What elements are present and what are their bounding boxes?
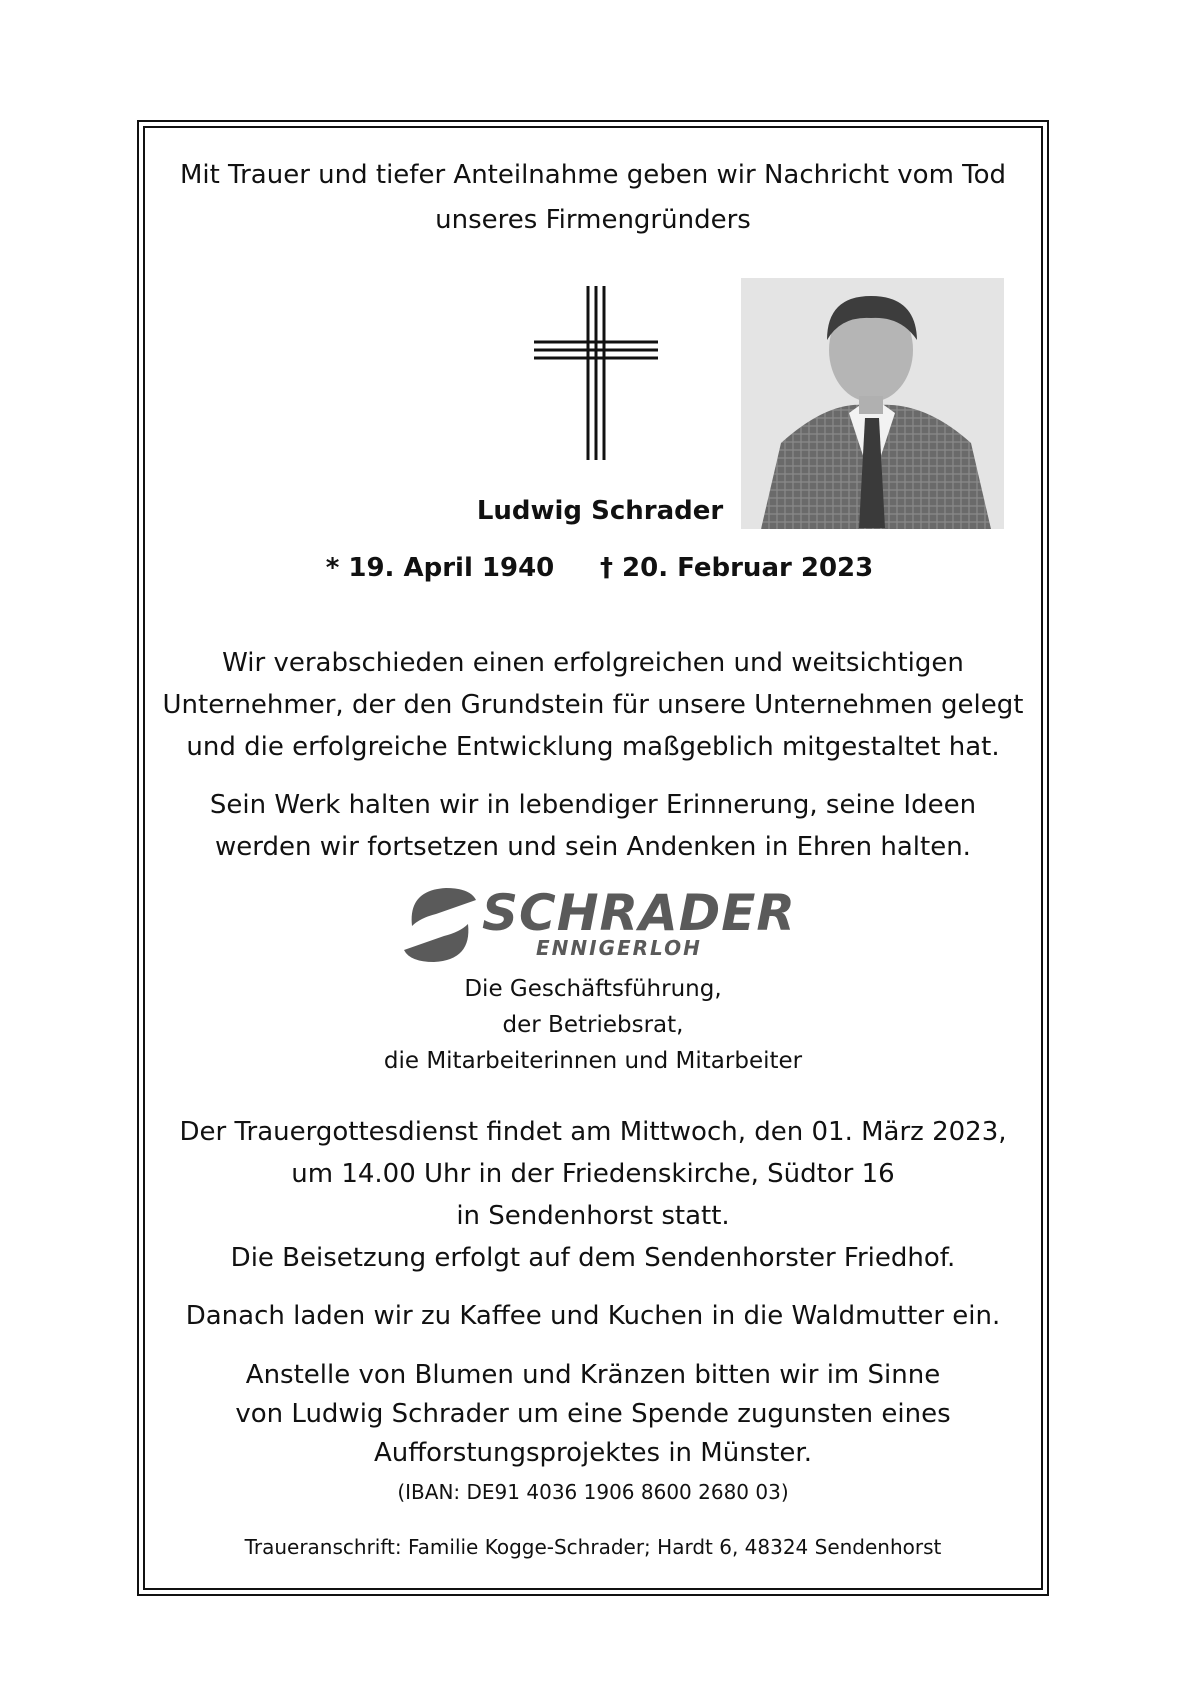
reception-note: Danach laden wir zu Kaffee und Kuchen in die Waldmutter ein. bbox=[185, 1301, 1001, 1331]
service-line: um 14.00 Uhr in der Friedenskirche, Südtor 16 bbox=[291, 1159, 895, 1189]
logo-name: SCHRADER bbox=[482, 884, 796, 942]
tribute-line: Unternehmer, der den Grundstein für unsere Unternehmen gelegt bbox=[162, 690, 1024, 720]
service-line: Der Trauergottesdienst findet am Mittwoch, den 01. März 2023, bbox=[179, 1117, 1007, 1147]
intro-line-2: unseres Firmengründers bbox=[435, 205, 751, 235]
service-line: Die Beisetzung erfolgt auf dem Sendenhorster Friedhof. bbox=[230, 1243, 956, 1273]
donation-line: von Ludwig Schrader um eine Spende zugunsten eines bbox=[235, 1399, 951, 1429]
tribute-line: und die erfolgreiche Entwicklung maßgeblich mitgestaltet hat. bbox=[186, 732, 1000, 762]
donation-line: Anstelle von Blumen und Kränzen bitten wir im Sinne bbox=[245, 1360, 941, 1390]
portrait-photo bbox=[741, 278, 1004, 529]
mourning-address: Traueranschrift: Familie Kogge-Schrader; Hardt 6, 48324 Sendenhorst bbox=[244, 1535, 942, 1559]
iban: (IBAN: DE91 4036 1906 8600 2680 03) bbox=[397, 1480, 789, 1504]
tribute-line: Sein Werk halten wir in lebendiger Erinnerung, seine Ideen bbox=[209, 790, 977, 820]
cross-icon bbox=[534, 286, 658, 460]
signatory-line: Die Geschäftsführung, bbox=[464, 976, 722, 1002]
intro-line-1: Mit Trauer und tiefer Anteilnahme geben wir Nachricht vom Tod bbox=[179, 160, 1007, 190]
donation-line: Aufforstungsprojektes in Münster. bbox=[374, 1438, 812, 1468]
logo-location: ENNIGERLOH bbox=[536, 936, 702, 960]
signatory-line: die Mitarbeiterinnen und Mitarbeiter bbox=[383, 1048, 803, 1074]
schrader-logo bbox=[402, 884, 796, 966]
death-date: † 20. Februar 2023 bbox=[600, 553, 874, 583]
deceased-name: Ludwig Schrader bbox=[476, 496, 724, 526]
signatory-line: der Betriebsrat, bbox=[502, 1012, 684, 1038]
logo-mark-icon bbox=[402, 884, 478, 966]
tribute-line: Wir verabschieden einen erfolgreichen und weitsichtigen bbox=[222, 648, 964, 678]
tribute-line: werden wir fortsetzen und sein Andenken in Ehren halten. bbox=[215, 832, 971, 862]
service-line: in Sendenhorst statt. bbox=[456, 1201, 730, 1231]
birth-date: * 19. April 1940 bbox=[325, 553, 555, 583]
